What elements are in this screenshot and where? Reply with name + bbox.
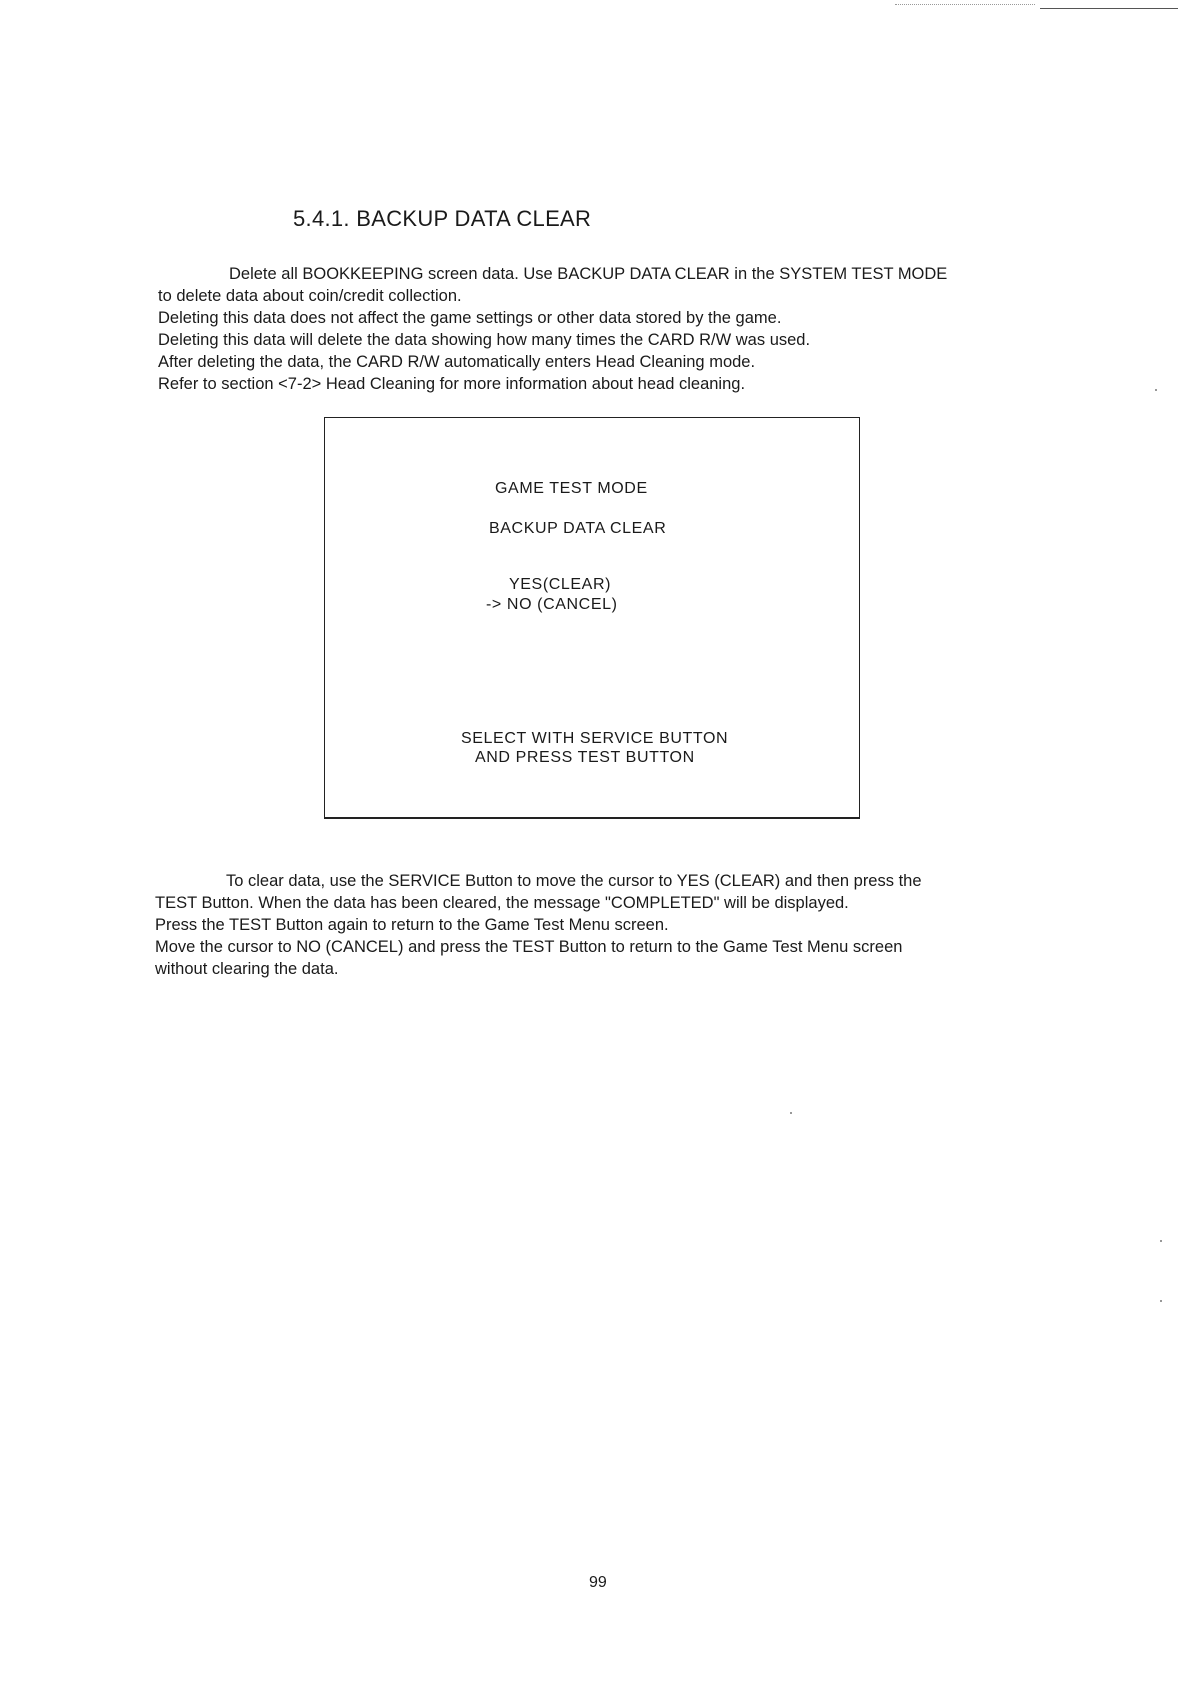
intro-line: After deleting the data, the CARD R/W automatically enters Head Cleaning mode. xyxy=(158,353,756,371)
screen-hint-line-1: SELECT WITH SERVICE BUTTON xyxy=(461,730,729,747)
section-heading: 5.4.1. BACKUP DATA CLEAR xyxy=(293,206,592,231)
screen-title: GAME TEST MODE xyxy=(495,480,648,497)
intro-line: to delete data about coin/credit collection. xyxy=(158,287,462,305)
scan-artifact-dots xyxy=(895,4,1035,5)
screen-option-yes: YES(CLEAR) xyxy=(509,576,612,593)
intro-paragraph xyxy=(158,263,947,395)
scan-speck xyxy=(790,1112,792,1114)
intro-line: Deleting this data will delete the data showing how many times the CARD R/W was used. xyxy=(158,331,811,349)
instruction-line: without clearing the data. xyxy=(155,960,339,978)
scan-speck xyxy=(1155,389,1157,391)
instruction-line: To clear data, use the SERVICE Button to move the cursor to YES (CLEAR) and then press the xyxy=(226,872,922,890)
screen-option-no: -> NO (CANCEL) xyxy=(486,596,618,613)
scan-speck xyxy=(1160,1240,1162,1242)
intro-line: Refer to section <7-2> Head Cleaning for more information about head cleaning. xyxy=(158,375,746,393)
screen-hint-line-2: AND PRESS TEST BUTTON xyxy=(475,749,695,766)
header-rule xyxy=(1040,8,1178,9)
page-number: 99 xyxy=(589,1574,607,1591)
intro-line: Deleting this data does not affect the game settings or other data stored by the game. xyxy=(158,309,782,327)
instruction-line: Press the TEST Button again to return to the Game Test Menu screen. xyxy=(155,916,669,934)
instructions-paragraph xyxy=(155,870,922,980)
scan-speck xyxy=(1160,1300,1162,1302)
instruction-line: TEST Button. When the data has been cleared, the message "COMPLETED" will be displayed. xyxy=(155,894,849,912)
screen-subtitle: BACKUP DATA CLEAR xyxy=(489,520,667,537)
instruction-line: Move the cursor to NO (CANCEL) and press the TEST Button to return to the Game Test Menu screen xyxy=(155,938,903,956)
intro-line: Delete all BOOKKEEPING screen data. Use BACKUP DATA CLEAR in the SYSTEM TEST MODE xyxy=(229,265,948,283)
test-mode-screen-figure xyxy=(324,417,860,819)
